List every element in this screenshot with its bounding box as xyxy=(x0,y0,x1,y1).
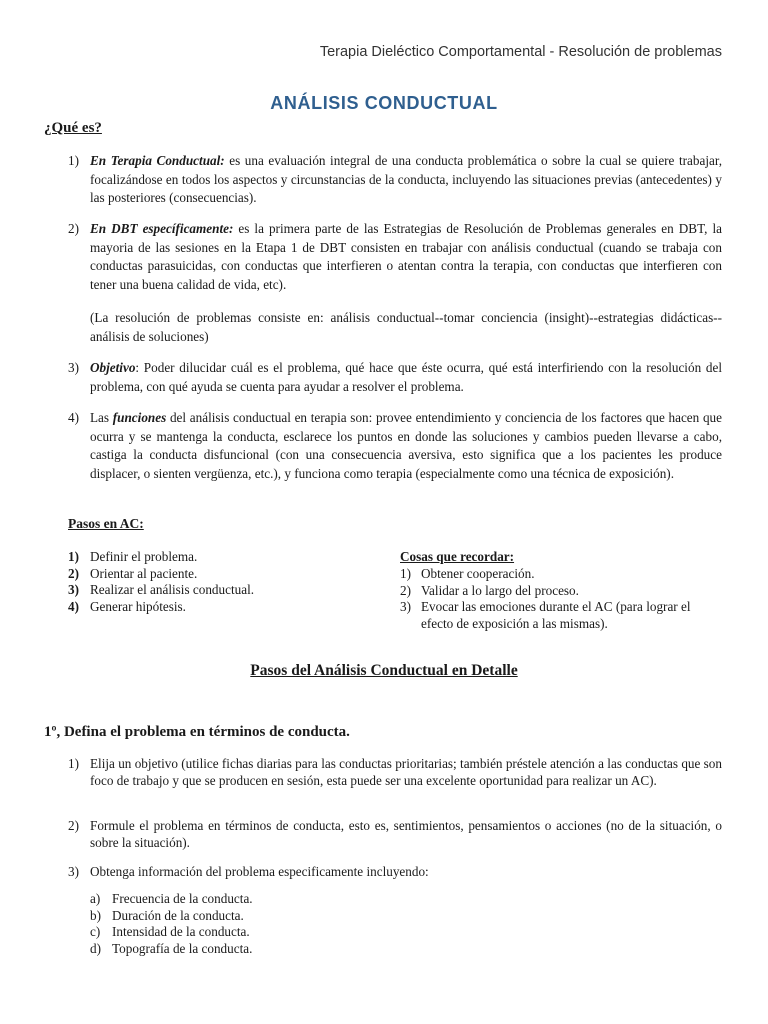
item-text: del análisis conductual en terapia son: provee entendimiento y conciencia de los factores que hacen que ocurra y se mantenga la conducta, esclarece los puntos en donde las soluciones y cambios pueden llevarse a cabo, castiga la conducta disfuncional (con una consecuencia aversiva, esto significa que a los pacientes les produce displacer, o sienten vergüenza, etc.), y funciona como terapia (especialmente como una técnica de exposición). xyxy=(90,410,722,481)
list-text: Topografía de la conducta. xyxy=(112,940,253,956)
item-text: es una evaluación integral de una conducta problemática o sobre la cual se quiere trabajar, focalizándose en todos los aspectos y circunstancias de la conducta, incluyendo las situaciones previas (antecedentes) y las posteriores (consecuencias). xyxy=(90,153,723,206)
list-item xyxy=(400,599,722,632)
item-text: Formule el problema en términos de conducta, esto es, sentimientos, pensamientos o acciones (no de la situación, o sobre la situación). xyxy=(90,818,722,850)
list-text: Duración de la conducta. xyxy=(112,907,244,923)
item-pre: Las xyxy=(90,410,113,425)
list-text: Orientar al paciente. xyxy=(90,565,198,581)
list-text: Generar hipótesis. xyxy=(90,598,186,614)
item-text: Elija un objetivo (utilice fichas diarias para las conductas prioritarias; también préstele atención a las conductas que son foco de trabajo y que se producen en sesión, esta puede ser una excelente oportunidad para realizar un AC). xyxy=(90,756,722,788)
list-item xyxy=(90,924,490,941)
list-text: Validar a lo largo del proceso. xyxy=(421,582,579,598)
list-item xyxy=(400,583,722,600)
list-item xyxy=(68,599,368,616)
item-number: 1) xyxy=(68,153,79,168)
list-item xyxy=(90,891,490,908)
list-item xyxy=(90,941,490,958)
list-item xyxy=(68,549,368,566)
item-number: 4) xyxy=(68,410,79,425)
list-letter: c) xyxy=(90,924,101,940)
list-text: Obtener cooperación. xyxy=(421,566,535,581)
item-number: 1) xyxy=(68,756,79,771)
item-number: 3) xyxy=(68,360,79,375)
list-text: Frecuencia de la conducta. xyxy=(112,891,253,906)
note-paragraph: (La resolución de problemas consiste en: análisis conductual--tomar conciencia (insight)--estrategias didácticas--análisis de soluciones) xyxy=(90,310,722,344)
list-number: 1) xyxy=(68,549,79,564)
step-item xyxy=(68,818,722,851)
running-header: Terapia Dieléctico Comportamental - Resolución de problemas xyxy=(319,44,722,60)
item-number: 3) xyxy=(68,864,79,879)
list-letter: d) xyxy=(90,940,101,956)
list-text: Evocar las emociones durante el AC (para lograr el efecto de exposición a las mismas). xyxy=(421,599,691,631)
letter-list xyxy=(90,891,490,957)
item-text: es la primera parte de las Estrategias de Resolución de Problemas generales en DBT, la mayoria de las sesiones en la Etapa 1 de DBT consisten en trabajar con análisis conductual (cuando se trabaja con conductas parasuicidas, con conductas que interfieren o atentan contra la terapia, con conductas que interfieren con tener una buena calidad de vida, etc). xyxy=(90,221,722,292)
step-item xyxy=(68,756,722,789)
cosas-heading: Cosas que recordar: xyxy=(400,549,515,564)
step-item xyxy=(68,864,722,881)
list-text: Realizar el análisis conductual. xyxy=(90,582,255,598)
list-text: Definir el problema. xyxy=(90,549,198,564)
list-number: 1) xyxy=(400,566,411,581)
definition-item xyxy=(68,220,722,294)
list-number: 2) xyxy=(68,565,79,581)
list-number: 2) xyxy=(400,582,411,598)
cosas-list xyxy=(400,566,722,632)
item-text: : Poder dilucidar cuál es el problema, qué hace que éste ocurra, qué está interfiriendo con la resolución del problema, con qué ayuda se cuenta para ayudar a resolver el problema. xyxy=(90,360,722,394)
pasos-list xyxy=(68,549,368,615)
page-title: ANÁLISIS CONDUCTUAL xyxy=(270,93,498,113)
question-heading: ¿Qué es? xyxy=(44,120,102,136)
list-letter: b) xyxy=(90,907,101,923)
definition-item xyxy=(68,152,722,208)
item-number: 2) xyxy=(68,818,79,833)
item-lead: funciones xyxy=(112,410,167,425)
list-item xyxy=(68,566,368,583)
list-letter: a) xyxy=(90,891,101,906)
section-title: Pasos del Análisis Conductual en Detalle xyxy=(250,662,518,679)
list-number: 4) xyxy=(68,598,79,614)
item-text: Obtenga información del problema especificamente incluyendo: xyxy=(90,864,429,879)
item-lead: En Terapia Conductual: xyxy=(90,153,225,168)
item-number: 2) xyxy=(68,221,79,236)
item-lead: En DBT específicamente: xyxy=(90,221,234,236)
definition-item xyxy=(68,409,722,483)
list-item xyxy=(90,908,490,925)
list-number: 3) xyxy=(68,582,79,598)
step-title: 1º, Defina el problema en términos de conducta. xyxy=(44,724,350,740)
list-item xyxy=(68,582,368,599)
list-item xyxy=(400,566,722,583)
list-text: Intensidad de la conducta. xyxy=(112,924,250,940)
pasos-heading: Pasos en AC: xyxy=(68,516,144,531)
definition-item xyxy=(68,359,722,396)
item-lead: Objetivo xyxy=(90,360,136,375)
list-number: 3) xyxy=(400,599,411,615)
